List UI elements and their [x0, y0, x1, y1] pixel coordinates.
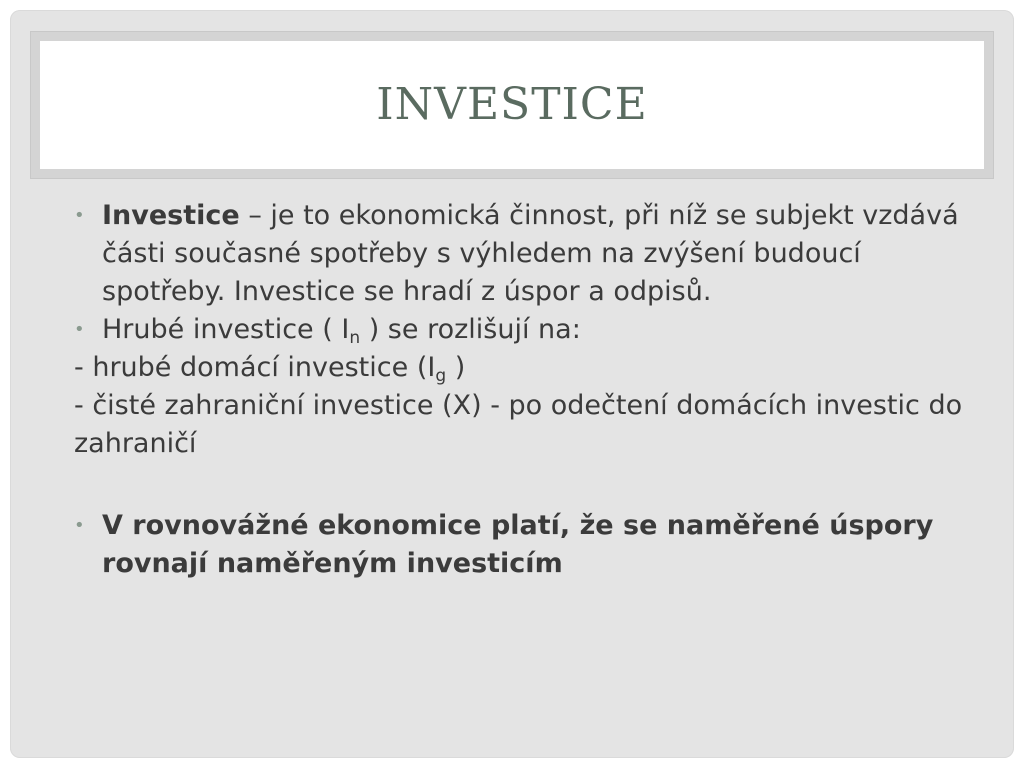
slide-title: INVESTICE — [376, 79, 648, 130]
bullet-definition — [74, 197, 974, 311]
gross-investment-post: ) se rozlišují na: — [360, 314, 581, 345]
domestic-investment-pre: - hrubé domácí investice (I — [74, 352, 436, 383]
bullet-icon: • — [74, 205, 85, 226]
bullet-gross-investment — [74, 311, 974, 349]
definition-text: – je to ekonomická činnost, při níž se subjekt vzdává části současné spotřeby s výhledem na zvýšení budoucí spotřeby. Investice se hradí z úspor a odpisů. — [102, 200, 959, 307]
slide-body — [74, 197, 974, 583]
gross-investment-pre: Hrubé investice ( I — [102, 314, 350, 345]
subscript-n: n — [349, 328, 361, 348]
bullet-icon: • — [74, 515, 85, 536]
dash-foreign-investment: - čisté zahraniční investice (X) - po odečtení domácích investic do zahraničí — [74, 390, 963, 459]
title-panel — [40, 41, 984, 169]
equilibrium-statement: V rovnovážné ekonomice platí, že se naměřené úspory rovnají naměřeným investicím — [102, 510, 934, 579]
subscript-g: g — [435, 366, 447, 386]
dash-domestic-investment — [74, 349, 974, 387]
domestic-investment-post: ) — [446, 352, 466, 383]
title-frame — [30, 31, 994, 179]
bullet-icon: • — [74, 319, 85, 340]
bullet-equilibrium — [74, 507, 974, 583]
term-investice: Investice — [102, 200, 240, 231]
